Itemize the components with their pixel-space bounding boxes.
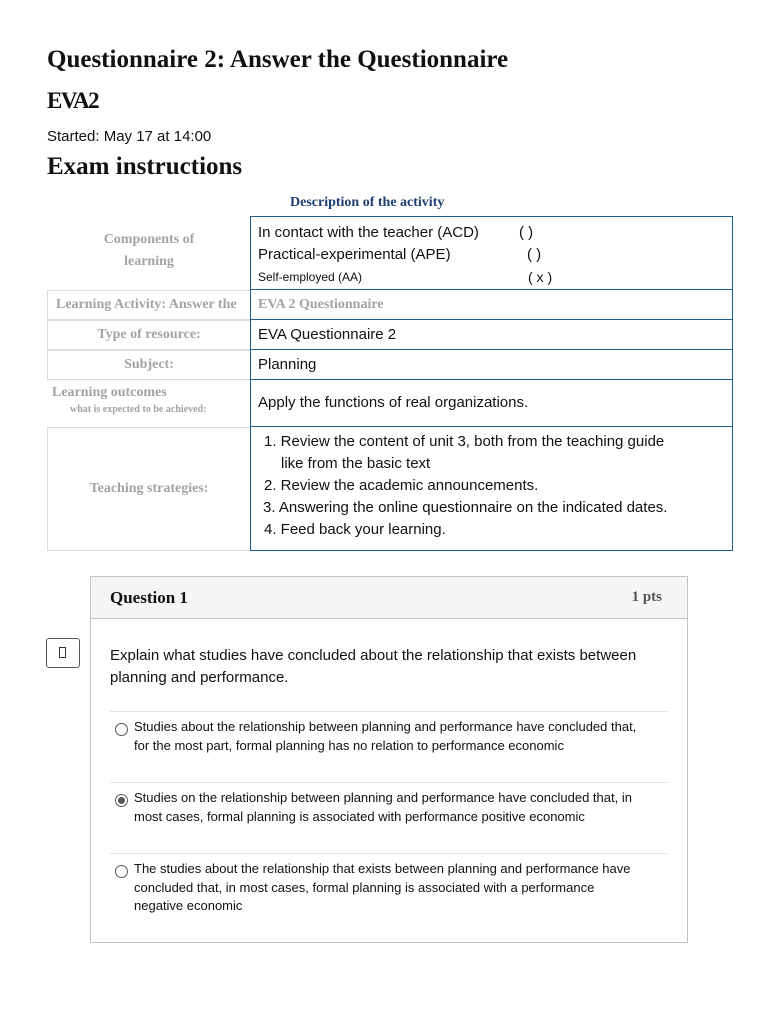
answer-text: Studies about the relationship between planning and performance have concluded that, for the most part, formal planning has no relation to performance economic: [134, 719, 637, 753]
flag-icon: [59, 647, 66, 658]
answer-radio[interactable]: [115, 723, 128, 736]
resource-type-label: Type of resource:: [47, 320, 251, 350]
answer-option[interactable]: [110, 853, 668, 924]
answer-option[interactable]: [110, 782, 668, 853]
subject-label: Subject:: [47, 350, 251, 380]
component-label: Practical-experimental (APE): [258, 246, 451, 263]
strategy-item: 4. Feed back your learning.: [264, 521, 446, 538]
component-row: [258, 222, 732, 244]
strategy-item: like from the basic text: [281, 455, 431, 472]
components-value: [250, 216, 733, 290]
strategy-item: 2. Review the academic announcements.: [264, 477, 539, 494]
answer-radio[interactable]: [115, 865, 128, 878]
strategy-item: 1. Review the content of unit 3, both from the teaching guide: [264, 433, 665, 450]
component-label: Self-employed (AA): [258, 270, 363, 284]
component-row: [258, 266, 732, 288]
components-label-line1: Components of: [103, 232, 195, 247]
resource-type-value: EVA Questionnaire 2: [250, 319, 733, 350]
components-label: [47, 216, 251, 289]
question-header: [91, 577, 687, 619]
question-text: Explain what studies have concluded about the relationship that exists between planning and performance.: [110, 647, 637, 686]
instructions-heading: Exam instructions: [47, 153, 243, 180]
learning-outcomes-subtitle: what is expected to be achieved:: [70, 404, 207, 415]
component-mark: ( x ): [528, 269, 553, 285]
question-card: [90, 576, 688, 943]
learning-outcomes-label: [47, 380, 251, 427]
teaching-strategies-label: Teaching strategies:: [47, 427, 251, 551]
learning-activity-value: EVA 2 Questionnaire: [250, 289, 733, 320]
subject-value: Planning: [250, 349, 733, 380]
course-code: EVA2: [47, 88, 99, 113]
answer-text: Studies on the relationship between planning and performance have concluded that, in most cases, formal planning is associated with performance positive economic: [134, 790, 632, 824]
strategy-item: 3. Answering the online questionnaire on the indicated dates.: [263, 499, 668, 516]
component-label: In contact with the teacher (ACD): [258, 224, 479, 241]
teaching-strategies-value: [250, 426, 733, 551]
activity-table-caption: Description of the activity: [290, 195, 445, 210]
components-label-line2: learning: [124, 254, 174, 269]
learning-outcomes-value: Apply the functions of real organizations.: [250, 379, 733, 427]
component-mark: ( ): [519, 224, 534, 241]
started-timestamp: Started: May 17 at 14:00: [47, 128, 212, 145]
answer-text: The studies about the relationship that exists between planning and performance have concluded that, in most cases, formal planning is associated with a performance negative economic: [134, 861, 631, 913]
answer-option[interactable]: [110, 711, 668, 782]
question-points: 1 pts: [631, 589, 662, 605]
learning-outcomes-title: Learning outcomes: [52, 385, 167, 400]
component-mark: ( ): [527, 246, 542, 263]
question-title: Question 1: [110, 588, 188, 607]
component-row: [258, 244, 732, 266]
answer-radio-selected[interactable]: [115, 794, 128, 807]
quiz-title: Questionnaire 2: Answer the Questionnaire: [47, 46, 509, 73]
flag-question-button[interactable]: [46, 638, 80, 668]
learning-activity-label: Learning Activity: Answer the: [47, 290, 251, 320]
